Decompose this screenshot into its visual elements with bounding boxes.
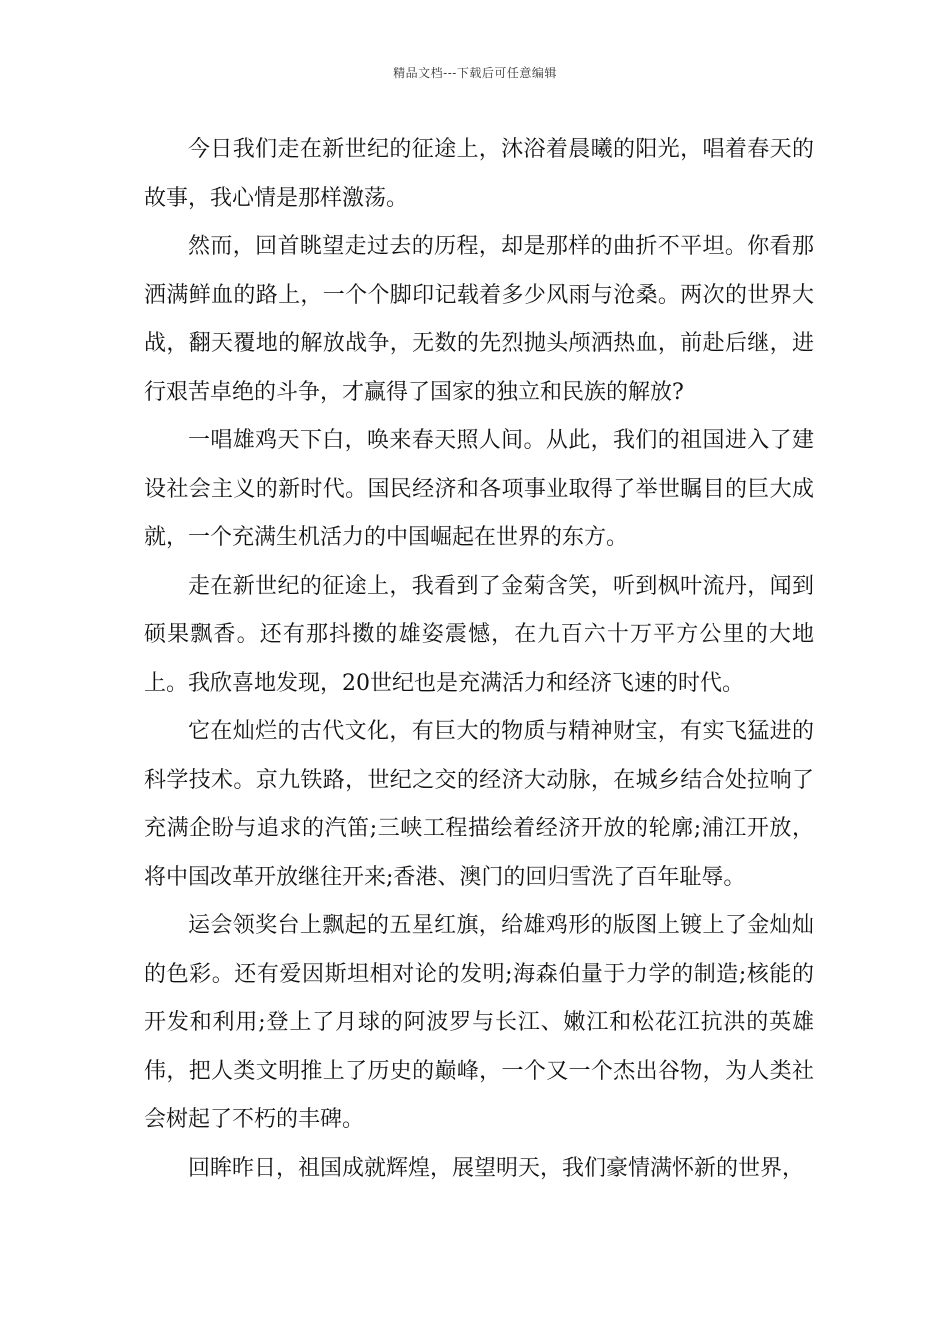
paragraph: 然而，回首眺望走过去的历程，却是那样的曲折不平坦。你看那洒满鲜血的路上，一个个脚印记载着多少风雨与沧桑。两次的世界大战，翻天覆地的解放战争，无数的先烈抛头颅洒热血，前赴后继，进行艰苦卓绝的斗争，才赢得了国家的独立和民族的解放? — [144, 234, 814, 405]
paragraph: 回眸昨日，祖国成就辉煌，展望明天，我们豪情满怀新的世界， — [188, 1155, 805, 1181]
page-header: 精品文档---下载后可任意编辑 — [393, 66, 557, 80]
paragraph: 运会领奖台上飘起的五星红旗，给雄鸡形的版图上镀上了金灿灿的色彩。还有爱因斯坦相对论的发明;海森伯量于力学的制造;核能的开发和利用;登上了月球的阿波罗与长江、嫩江和松花江抗洪的英雄伟，把人类文明推上了历史的巅峰，一个又一个杰出谷物，为人类社会树起了不朽的丰碑。 — [144, 913, 814, 1132]
document-body — [144, 126, 814, 1193]
paragraph: 今日我们走在新世纪的征途上，沐浴着晨曦的阳光，唱着春天的故事，我心情是那样激荡。 — [144, 137, 814, 211]
paragraph: 一唱雄鸡天下白，唤来春天照人间。从此，我们的祖国进入了建设社会主义的新时代。国民经济和各项事业取得了举世瞩目的巨大成就，一个充满生机活力的中国崛起在世界的东方。 — [144, 428, 814, 550]
paragraph: 走在新世纪的征途上，我看到了金菊含笑，听到枫叶流丹，闻到硕果飘香。还有那抖擞的雄姿震憾，在九百六十万平方公里的大地上。我欣喜地发现，20世纪也是充满活力和经济飞速的时代。 — [144, 573, 814, 696]
paragraph: 它在灿烂的古代文化，有巨大的物质与精神财宝，有实飞猛进的科学技术。京九铁路，世纪之交的经济大动脉，在城乡结合处拉响了充满企盼与追求的汽笛;三峡工程描绘着经济开放的轮廓;浦江开放，将中国改革开放继往开来;香港、澳门的回归雪洗了百年耻辱。 — [144, 719, 814, 890]
